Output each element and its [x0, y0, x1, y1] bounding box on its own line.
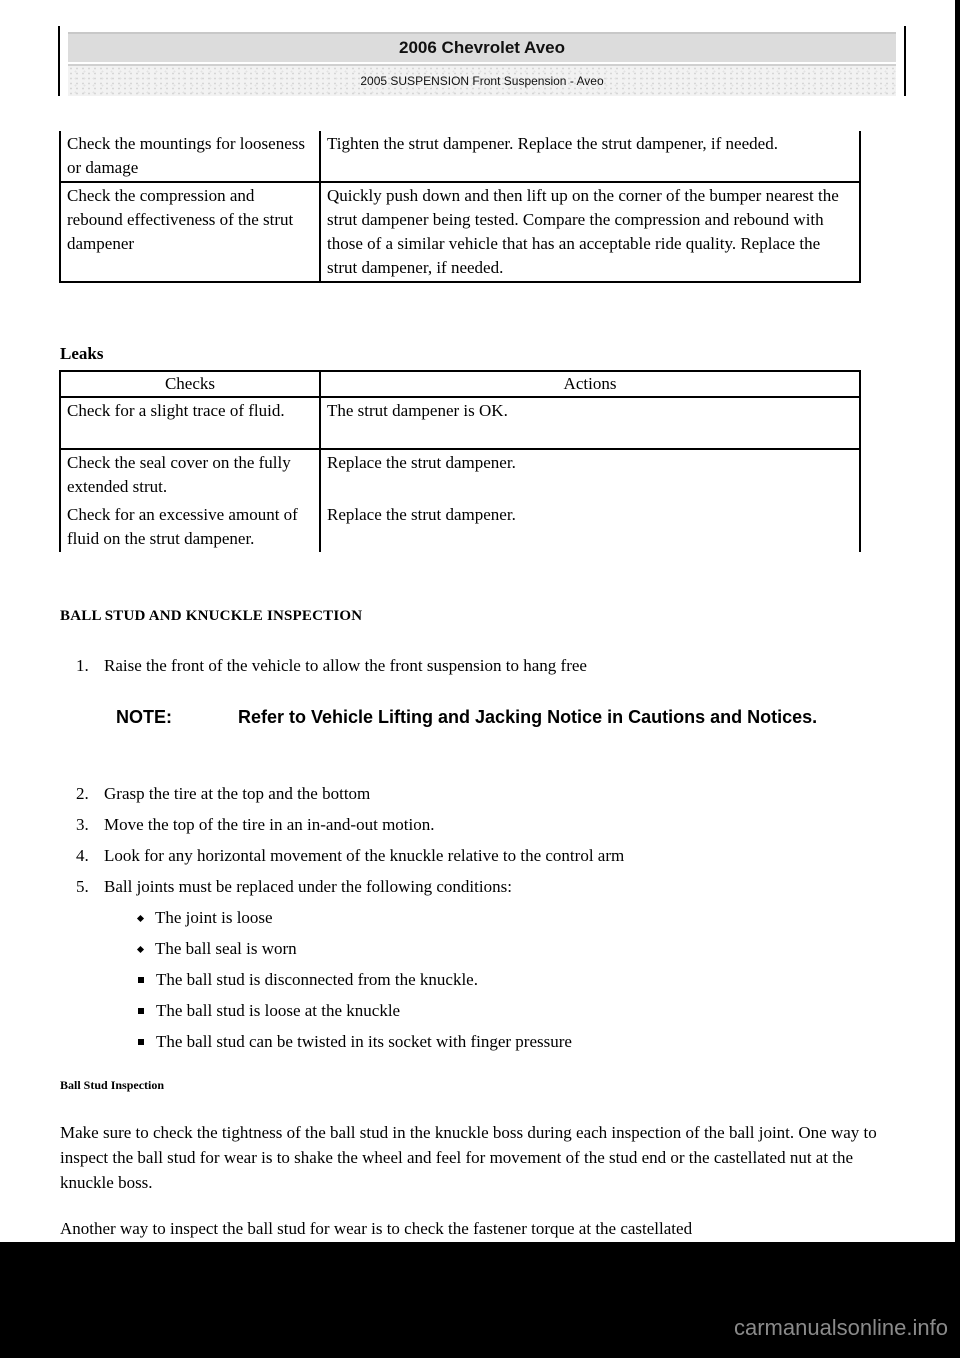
step-number: 2.	[76, 784, 89, 803]
leaks-table	[59, 370, 861, 552]
paragraph: Make sure to check the tightness of the ball stud in the knuckle boss during each inspection of the ball joint. One way to inspect the ball stud for wear is to shake the wheel and feel for movement of the stud end or the castellated nut at the knuckle boss.	[60, 1123, 877, 1192]
condition-text: The ball stud is disconnected from the knuckle.	[156, 970, 478, 989]
action-cell: Tighten the strut dampener. Replace the strut dampener, if needed.	[320, 131, 860, 182]
step-number: 4.	[76, 846, 89, 865]
check-cell: Check for a slight trace of fluid.	[60, 397, 320, 449]
step-item	[76, 844, 624, 868]
note-text: Refer to Vehicle Lifting and Jacking Notice in Cautions and Notices.	[238, 707, 818, 727]
check-cell: Check the seal cover on the fully extended strut.	[60, 449, 320, 502]
step-text: Grasp the tire at the top and the bottom	[104, 784, 371, 803]
action-cell: Quickly push down and then lift up on the corner of the bumper nearest the strut dampener being tested. Compare the compression and rebound with those of a similar vehicle that has an acceptable ride quality. Replace the strut dampener, if needed.	[320, 182, 860, 282]
table-row	[60, 449, 860, 502]
action-cell: Replace the strut dampener.	[320, 449, 860, 502]
step-text: Look for any horizontal movement of the knuckle relative to the control arm	[104, 846, 625, 865]
condition-text: The ball stud is loose at the knuckle	[156, 1001, 401, 1020]
condition-item	[138, 1030, 572, 1054]
bullet-icon	[138, 1039, 144, 1045]
table-header-row	[60, 371, 860, 397]
check-cell: Check the mountings for looseness or damage	[60, 131, 320, 182]
condition-text: The ball stud can be twisted in its socket with finger pressure	[156, 1032, 572, 1051]
vehicle-title: 2006 Chevrolet Aveo	[68, 32, 896, 62]
table-row	[60, 502, 860, 552]
step-item	[76, 782, 370, 806]
condition-text: The ball seal is worn	[155, 939, 297, 958]
action-cell: The strut dampener is OK.	[320, 397, 860, 449]
step-number: 1.	[76, 656, 89, 675]
condition-text: The joint is loose	[155, 908, 273, 927]
actions-header: Actions	[320, 371, 860, 397]
table-row	[60, 131, 860, 182]
bullet-icon	[137, 915, 144, 922]
condition-item	[138, 968, 478, 992]
step-item	[76, 875, 512, 899]
section-title: BALL STUD AND KNUCKLE INSPECTION	[60, 608, 363, 624]
table-row	[60, 397, 860, 449]
action-cell: Replace the strut dampener.	[320, 502, 860, 552]
checks-header: Checks	[60, 371, 320, 397]
site-watermark: carmanualsonline.info	[733, 1315, 948, 1340]
condition-item	[138, 999, 400, 1023]
check-cell: Check the compression and rebound effectiveness of the strut dampener	[60, 182, 320, 282]
subsection-heading: Ball Stud Inspection	[60, 1078, 165, 1092]
strut-checks-table	[59, 131, 861, 283]
paragraph: Another way to inspect the ball stud for wear is to check the fastener torque at the castellated	[60, 1219, 693, 1238]
bullet-icon	[138, 1008, 144, 1014]
step-text: Move the top of the tire in an in-and-out motion.	[104, 815, 435, 834]
page-header	[58, 26, 906, 96]
leaks-label: Leaks	[60, 344, 104, 363]
condition-item	[138, 906, 273, 930]
step-item	[76, 654, 587, 678]
step-number: 3.	[76, 815, 89, 834]
note-label: NOTE:	[116, 707, 172, 727]
step-text: Raise the front of the vehicle to allow the front suspension to hang free	[104, 656, 587, 675]
bullet-icon	[138, 977, 144, 983]
step-text: Ball joints must be replaced under the following conditions:	[104, 877, 512, 896]
bullet-icon	[137, 946, 144, 953]
section-subtitle: 2005 SUSPENSION Front Suspension - Aveo	[68, 64, 896, 96]
table-row	[60, 182, 860, 282]
step-number: 5.	[76, 877, 89, 896]
step-item	[76, 813, 435, 837]
condition-item	[138, 937, 297, 961]
check-cell: Check for an excessive amount of fluid on the strut dampener.	[60, 502, 320, 552]
note-block	[116, 704, 886, 730]
